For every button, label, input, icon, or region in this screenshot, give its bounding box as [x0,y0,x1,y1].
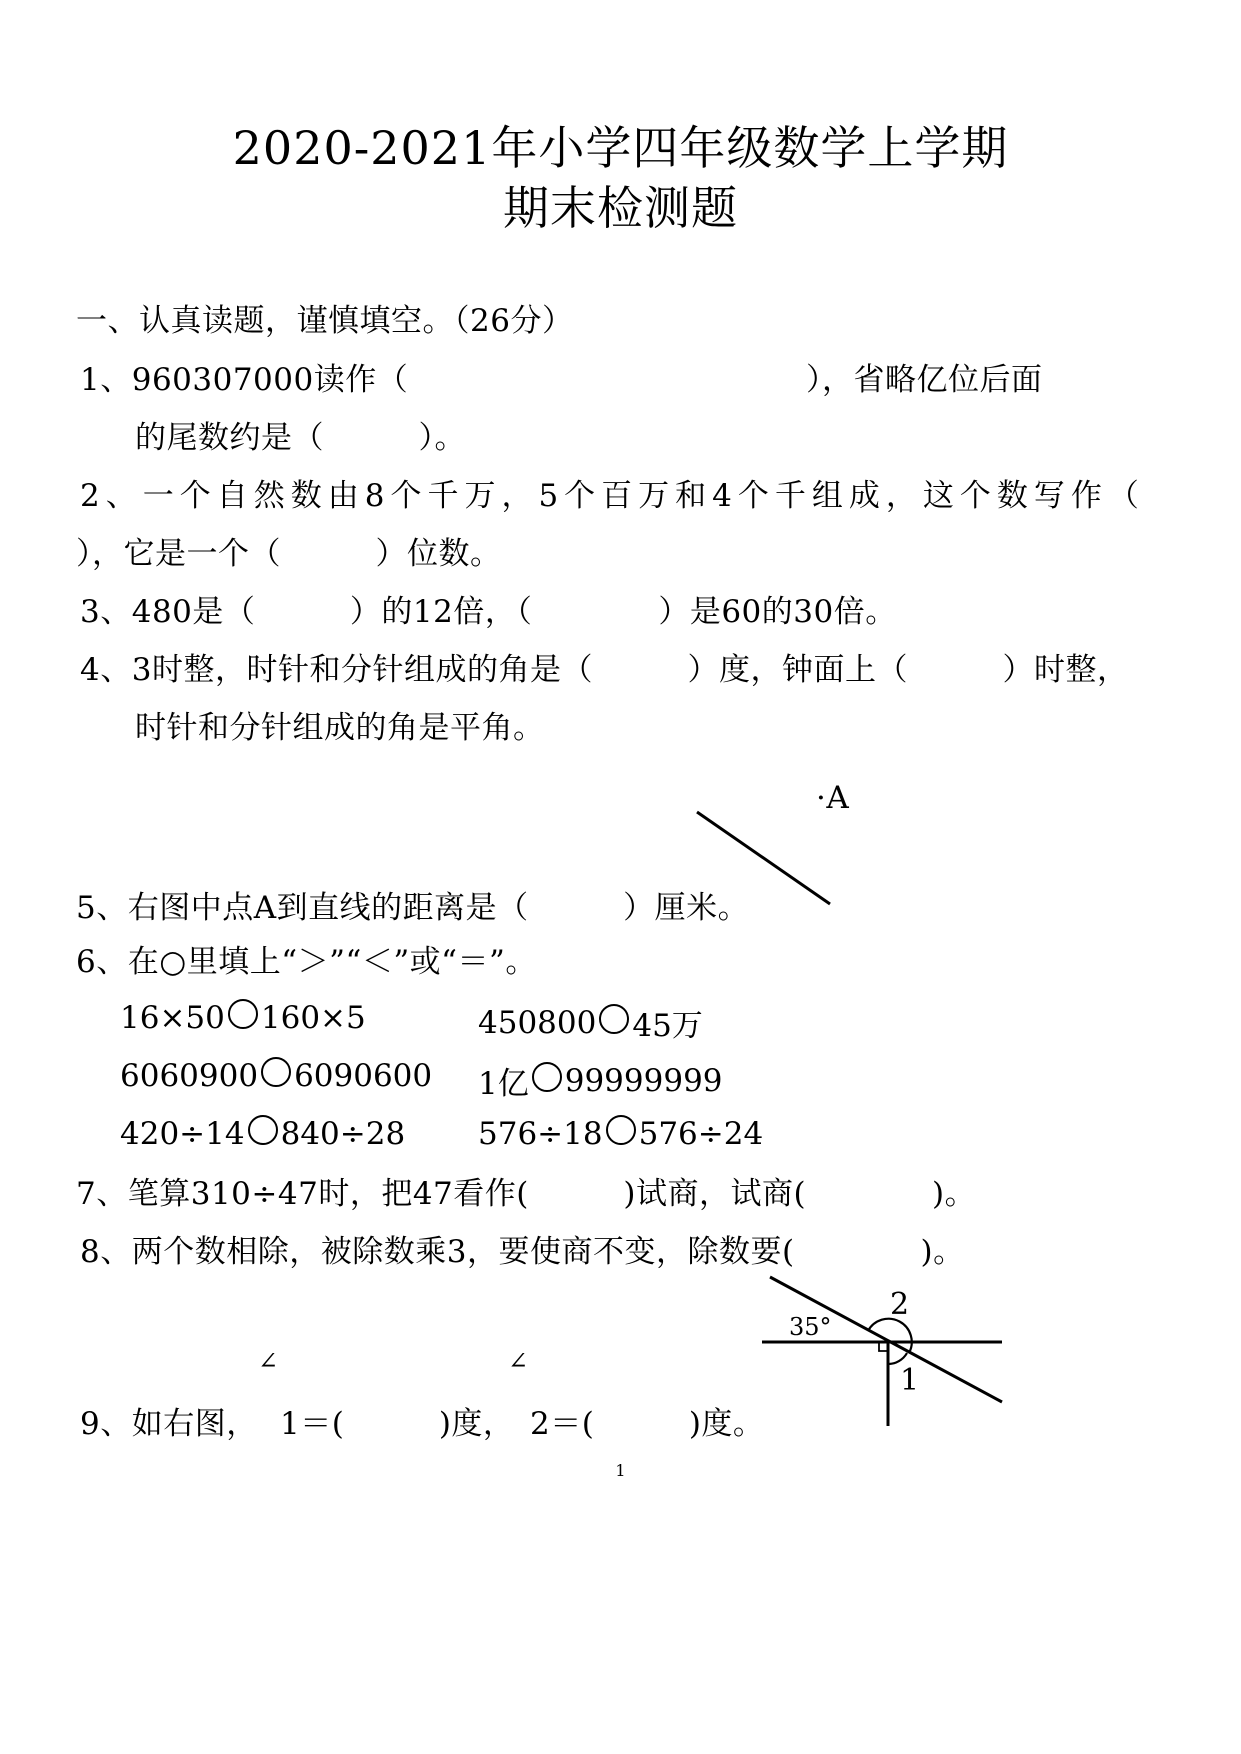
question-1-line1-tail: ），省略亿位后面 [806,362,1043,398]
compare-left-expr: 450800 [478,1004,597,1041]
compare-right-expr: 840÷28 [280,1116,406,1152]
question-4-line1: 4、3时整，时针和分针组成的角是（ ）度，钟面上（ ）时整， [80,652,1129,688]
question-8: 8、两个数相除，被除数乘3，要使商不变，除数要( )。 [80,1234,965,1270]
question-5: 5、右图中点A到直线的距离是（ ）厘米。 [76,890,750,926]
angle-symbol-1: ∠ [258,1347,279,1375]
question-1-line1: 1、960307000读作（ [80,362,409,398]
compare-right-expr: 45万 [632,1008,703,1044]
point-a-label: ·A [816,780,850,816]
section-heading: 一、认真读题，谨慎填空。（26分） [76,303,574,339]
compare-right-expr: 160×5 [260,1000,366,1036]
question-4-line2: 时针和分针组成的角是平角。 [135,710,545,746]
question-3: 3、480是（ ）的12倍，（ ）是60的30倍。 [80,594,897,630]
question-9-prefix: 9、如右图， [80,1406,258,1442]
question-9-part2: 2＝( )度。 [530,1406,765,1442]
compare-right-expr: 99999999 [564,1062,723,1099]
compare-left-expr: 6060900 [120,1058,259,1094]
compare-left-expr: 1亿 [478,1066,529,1102]
angle-symbol-2: ∠ [508,1347,529,1375]
page-subtitle: 期末检测题 [503,181,738,235]
question-7: 7、笔算310÷47时，把47看作( )试商，试商( )。 [76,1176,977,1212]
compare-left-expr: 576÷18 [478,1116,603,1152]
compare-left-expr: 16×50 [120,1000,225,1036]
compare-right-expr: 576÷24 [638,1116,764,1152]
question-1-line2: 的尾数约是（ ）。 [135,420,466,456]
angle-2-arc [868,1319,912,1353]
compare-left-expr: 420÷14 [120,1116,245,1152]
page-title: 2020-2021年小学四年级数学上学期 [232,121,1009,175]
angle-35-label: 35° [789,1313,832,1341]
question-6: 6、在○里填上“＞”“＜”或“＝”。 [76,944,537,980]
compare-right-expr: 6090600 [294,1058,433,1094]
angle-1-label: 1 [900,1363,920,1398]
question-9-part1: 1＝( )度， [280,1406,515,1442]
question-2-line2: ），它是一个（ ）位数。 [76,536,502,572]
page-number: 1 [615,1461,626,1480]
question-2-line1: 2、一个自然数由8个千万，5个百万和4个千组成，这个数写作（ [80,478,1145,514]
angle-2-label: 2 [890,1287,910,1322]
